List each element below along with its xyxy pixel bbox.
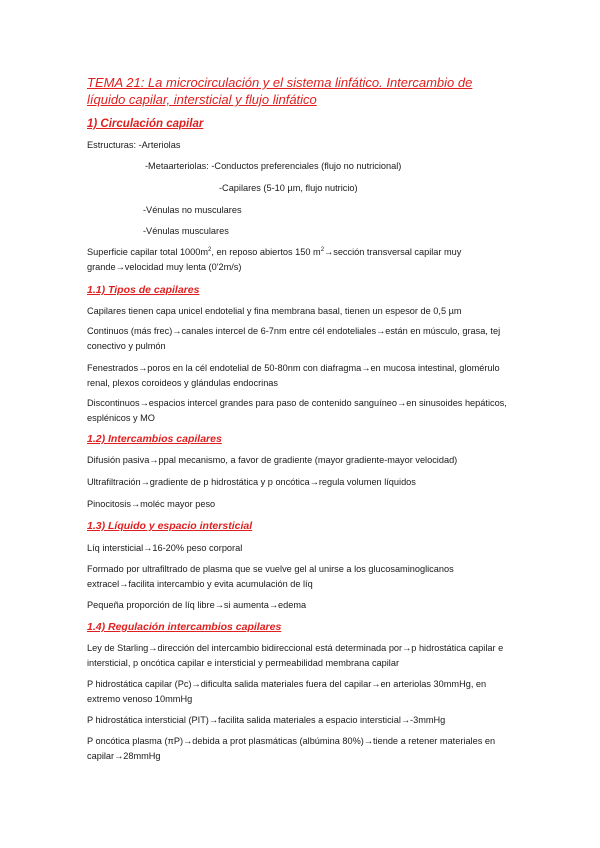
superficie-sup-2: 2 — [320, 246, 325, 253]
paragraph-capilares: -Capilares (5-10 µm, flujo nutricio) — [219, 183, 358, 193]
paragraph-continuos: Continuos (más frec)→canales intercel de 6-7nm entre cél endoteliales→están en músculo, grasa, tej conectivo y pulmón — [87, 326, 501, 351]
paragraph-venulas-no-musculares: -Vénulas no musculares — [143, 205, 242, 215]
paragraph-pinocitosis: Pinocitosis→moléc mayor peso — [87, 499, 216, 509]
section-heading-tipos-capilares: 1.1) Tipos de capilares — [87, 284, 200, 296]
section-heading-liquido-intersticial: 1.3) Líquido y espacio intersticial — [87, 520, 253, 532]
document-title: TEMA 21: La microcirculación y el sistema linfático. Intercambio de líquido capilar, intersticial y flujo linfático — [87, 75, 473, 107]
section-heading-intercambios-capilares: 1.2) Intercambios capilares — [87, 433, 222, 445]
paragraph-ley-starling: Ley de Starling→dirección del intercambio bidireccional está determinada por→p hidrostática capilar e intersticial, p oncótica capilar e intersticial y permeabilidad membrana capilar — [87, 643, 504, 668]
paragraph-liq-intersticial: Líq intersticial→16-20% peso corporal — [87, 543, 243, 553]
paragraph-p-oncotica-plasma: P oncótica plasma (πP)→debida a prot plasmáticas (albúmina 80%)→tiende a retener materiales en capilar→28mmHg — [87, 736, 496, 761]
superficie-text-c: →sección transversal capilar muy grande→velocidad muy lenta (0'2m/s) — [87, 247, 462, 272]
section-heading-regulacion-intercambios: 1.4) Regulación intercambios capilares — [87, 621, 282, 633]
paragraph-difusion-pasiva: Difusión pasiva→ppal mecanismo, a favor de gradiente (mayor gradiente-mayor velocidad) — [87, 455, 458, 465]
superficie-sup-1: 2 — [208, 246, 212, 253]
paragraph-superficie-capilar — [87, 245, 517, 275]
paragraph-discontinuos: Discontinuos→espacios intercel grandes para paso de contenido sanguíneo→en sinusoides hepáticos, esplénicos y MO — [87, 398, 507, 423]
paragraph-metaarteriolas: -Metaarteriolas: -Conductos preferenciales (flujo no nutricional) — [145, 161, 402, 171]
superficie-text-b: , en reposo abiertos 150 m — [211, 247, 321, 257]
paragraph-p-hidrostatica-capilar: P hidrostática capilar (Pc)→dificulta salida materiales fuera del capilar→en arteriolas 30mmHg, en extremo venoso 10mmHg — [87, 679, 487, 704]
paragraph-fenestrados: Fenestrados→poros en la cél endotelial de 50-80nm con diafragma→en mucosa intestinal, glomérulo renal, plexos coroideos y glándulas endocrinas — [87, 363, 500, 388]
paragraph-capilares-capa: Capilares tienen capa unicel endotelial y fina membrana basal, tienen un espesor de 0,5 µm — [87, 306, 462, 316]
superficie-text-a: Superficie capilar total 1000m — [87, 247, 209, 257]
paragraph-formado-ultrafiltrado: Formado por ultrafiltrado de plasma que se vuelve gel al unirse a los glucosaminoglicanos extracel→facilita intercambio y evita acumulación de líq — [87, 564, 454, 589]
paragraph-venulas-musculares: -Vénulas musculares — [143, 226, 229, 236]
paragraph-estructuras: Estructuras: -Arteriolas — [87, 140, 181, 150]
section-heading-circulacion-capilar: 1) Circulación capilar — [87, 118, 204, 130]
paragraph-ultrafiltracion: Ultrafiltración→gradiente de p hidrostática y p oncótica→regula volumen líquidos — [87, 477, 416, 487]
paragraph-p-hidrostatica-intersticial: P hidrostática intersticial (PIT)→facilita salida materiales a espacio intersticial→-3mmHg — [87, 715, 446, 725]
paragraph-pequena-proporcion: Pequeña proporción de líq libre→si aumenta→edema — [87, 600, 307, 610]
